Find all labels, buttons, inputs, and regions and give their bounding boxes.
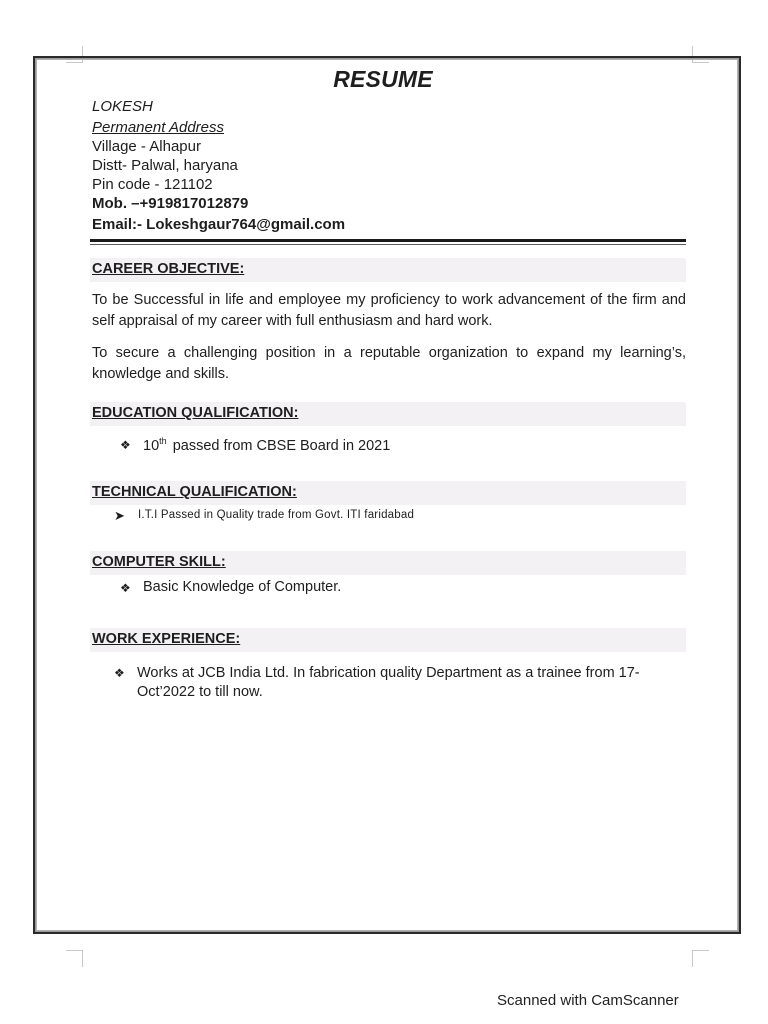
address-line-pincode: Pin code - 121102 <box>92 176 213 193</box>
diamond-bullet-icon: ❖ <box>114 666 125 680</box>
scanner-watermark: Scanned with CamScanner <box>497 992 679 1009</box>
candidate-name: LOKESH <box>92 98 153 115</box>
address-line-district: Distt- Palwal, haryana <box>92 157 238 174</box>
objective-paragraph-2: To secure a challenging position in a reputable organization to expand my learning’s, knowledge and skills. <box>92 345 686 382</box>
crop-mark-bottom-right <box>692 950 709 967</box>
work-experience-item: Works at JCB India Ltd. In fabrication quality Department as a trainee from 17-Oct’2022 to till now. <box>137 665 640 700</box>
grade-number: 10 <box>143 438 160 454</box>
section-career-objective <box>90 258 686 282</box>
objective-paragraph-1: To be Successful in life and employee my proficiency to work advancement of the firm and self appraisal of my career with full enthusiasm and hard work. <box>92 292 686 329</box>
computer-skill-item: Basic Knowledge of Computer. <box>143 579 342 595</box>
diamond-bullet-icon: ❖ <box>120 581 131 595</box>
header-divider-thin <box>90 244 686 245</box>
section-work-experience <box>90 628 686 652</box>
section-computer-skill <box>90 551 686 575</box>
diamond-bullet-icon: ❖ <box>120 438 131 452</box>
section-heading: WORK EXPERIENCE: <box>92 631 241 647</box>
section-technical <box>90 481 686 505</box>
section-education <box>90 402 686 426</box>
address-heading: Permanent Address <box>92 119 225 136</box>
resume-title: RESUME <box>333 66 433 92</box>
section-heading: EDUCATION QUALIFICATION: <box>92 405 299 421</box>
education-item <box>143 436 390 454</box>
technical-item: I.T.I Passed in Quality trade from Govt. ITI faridabad <box>138 509 415 521</box>
education-detail: passed from CBSE Board in 2021 <box>172 438 391 454</box>
email-address: Email:- Lokeshgaur764@gmail.com <box>92 216 346 233</box>
section-heading: COMPUTER SKILL: <box>92 554 226 570</box>
section-heading: CAREER OBJECTIVE: <box>92 261 245 277</box>
mobile-number: Mob. –+919817012879 <box>92 195 249 212</box>
arrow-bullet-icon: ➤ <box>114 508 125 523</box>
grade-suffix: th <box>159 436 167 446</box>
section-heading: TECHNICAL QUALIFICATION: <box>92 484 297 500</box>
crop-mark-bottom-left <box>66 950 83 967</box>
address-line-village: Village - Alhapur <box>92 138 201 155</box>
header-divider-thick <box>90 239 686 242</box>
